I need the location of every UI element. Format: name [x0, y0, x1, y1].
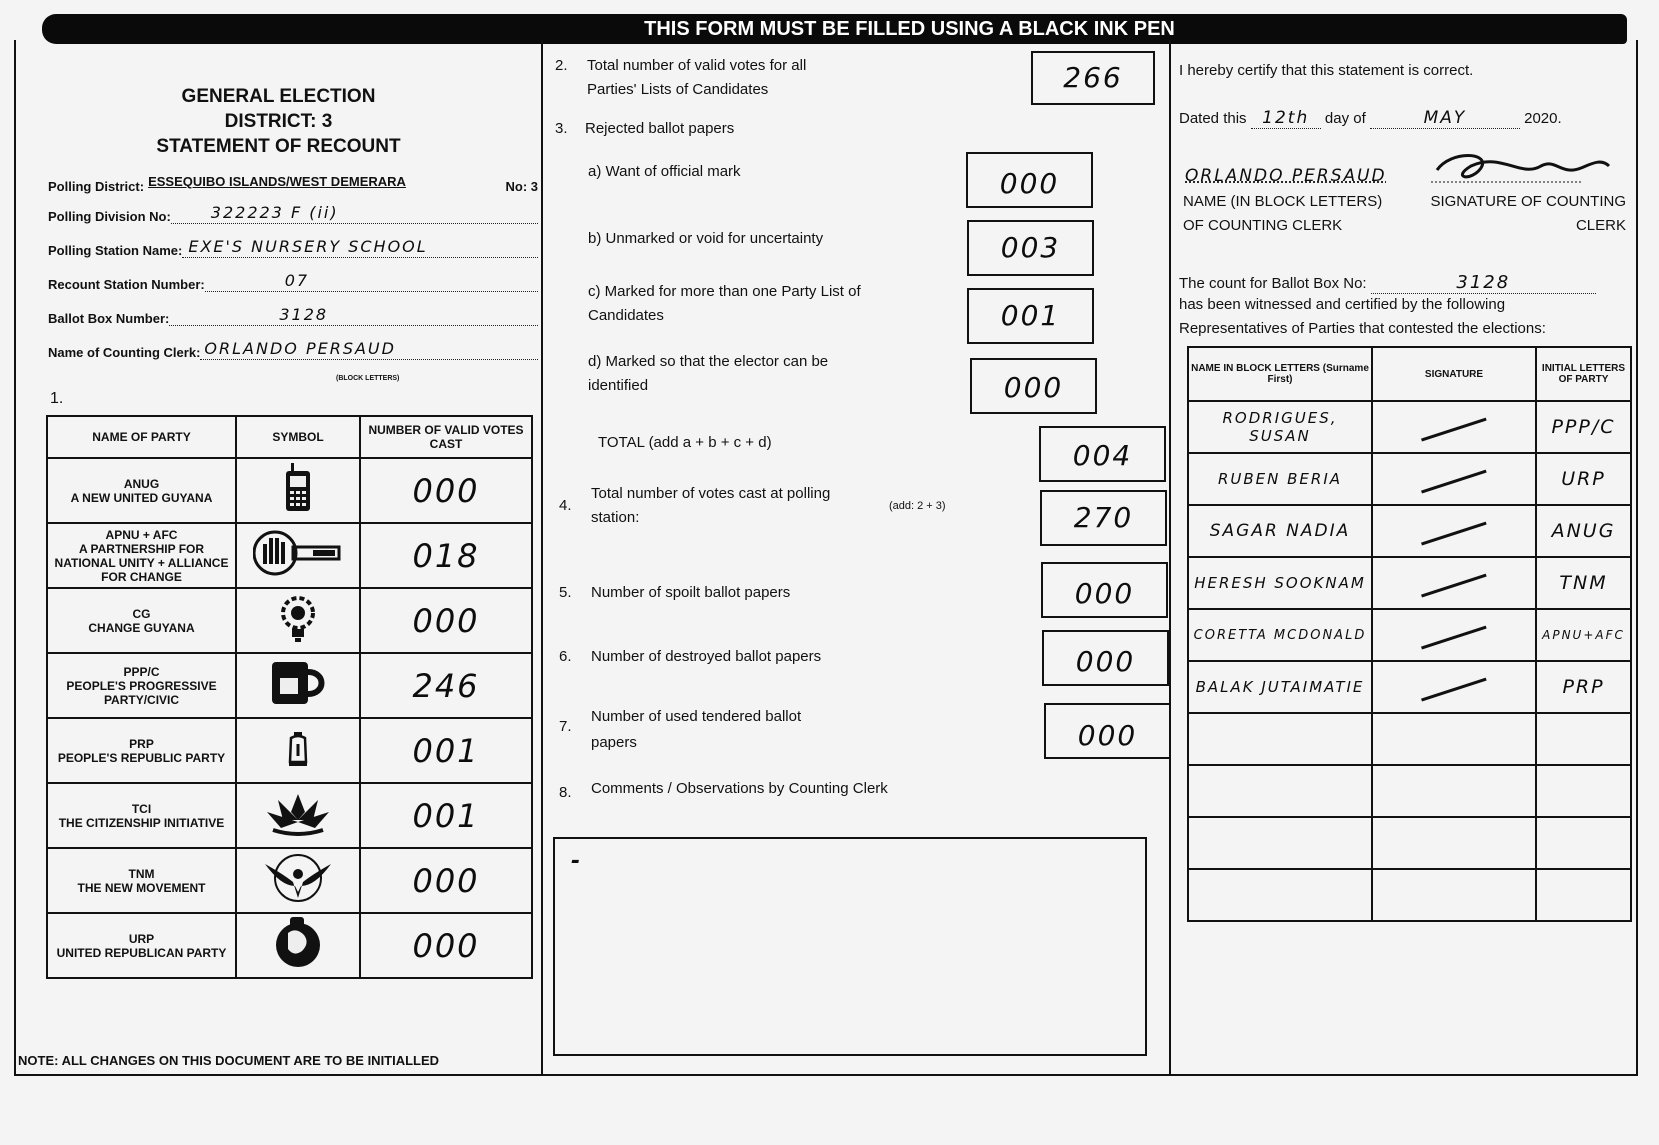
- party-votes-table: [46, 415, 533, 979]
- ballot-box-row: [48, 305, 538, 326]
- witness-row: [1188, 609, 1631, 661]
- heading-line-3: STATEMENT OF RECOUNT: [156, 136, 401, 157]
- polling-district-no: No: 3: [505, 179, 538, 194]
- item-2-number: 2.: [555, 57, 568, 74]
- header-symbol: SYMBOL: [236, 416, 360, 458]
- item-3a-text: a) Want of official mark: [588, 163, 741, 180]
- party-name: THE NEW MOVEMENT: [77, 880, 206, 895]
- day-value: 12th: [1251, 108, 1321, 129]
- witness-row: [1188, 661, 1631, 713]
- count-value: 3128: [1371, 272, 1596, 294]
- clerk-name-value: ORLANDO PERSAUD: [1185, 166, 1387, 186]
- heading-line-1: GENERAL ELECTION: [181, 86, 376, 107]
- header-witness-signature: SIGNATURE: [1372, 347, 1536, 401]
- witness-name: HERESH SOOKNAM: [1188, 557, 1372, 609]
- party-abbr: ANUG: [123, 476, 160, 491]
- count-line: [1179, 272, 1596, 294]
- item-7-value-box: 000: [1044, 703, 1171, 759]
- recount-station-row: [48, 271, 538, 292]
- polling-station-row: [48, 237, 538, 258]
- form-heading: [16, 84, 541, 159]
- party-abbr: TNM: [128, 866, 155, 881]
- party-abbr: APNU + AFC: [105, 527, 178, 542]
- item-3a-value-box: 000: [966, 152, 1093, 208]
- witness-text-1: has been witnessed and certified by the following: [1179, 296, 1506, 313]
- witness-party: PRP: [1536, 661, 1631, 713]
- item-4-text-1: Total number of votes cast at polling: [591, 485, 831, 502]
- total-rejected-text: TOTAL (add a + b + c + d): [598, 434, 772, 451]
- witness-name: BALAK JUTAIMATIE: [1188, 661, 1372, 713]
- witness-signature: [1372, 505, 1536, 557]
- party-name: THE CITIZENSHIP INITIATIVE: [58, 815, 225, 830]
- lantern-icon: [286, 755, 310, 772]
- day-of-label: day of: [1324, 110, 1366, 127]
- item-3c-text-2: Candidates: [588, 307, 664, 324]
- banner-text: THIS FORM MUST BE FILLED USING A BLACK INK PEN: [644, 17, 1175, 40]
- item-6-number: 6.: [559, 648, 572, 665]
- party-abbr: PPP/C: [123, 664, 160, 679]
- party-table-header: [47, 416, 532, 458]
- item-4-number: 4.: [559, 497, 572, 514]
- item-3d-value-box: 000: [970, 358, 1097, 414]
- cup-icon: [268, 695, 328, 712]
- eagle-icon: [263, 891, 333, 908]
- mobile-phone-icon: [283, 500, 313, 517]
- item-3-number: 3.: [555, 120, 568, 137]
- party-abbr: TCI: [131, 801, 152, 816]
- item-4-add-note: (add: 2 + 3): [889, 500, 946, 512]
- witness-row: [1188, 713, 1631, 765]
- witness-row: [1188, 817, 1631, 869]
- witness-table: [1187, 346, 1632, 922]
- polling-station-value: EXE'S NURSERY SCHOOL: [182, 237, 538, 258]
- left-column: [16, 40, 543, 1074]
- party-row-tnm: [47, 848, 532, 913]
- item-2-value-box: 266: [1031, 51, 1155, 105]
- polling-district-value: ESSEQUIBO ISLANDS/WEST DEMERARA: [148, 174, 406, 189]
- item-4-value-box: 270: [1040, 490, 1167, 546]
- comments-box: [553, 837, 1147, 1056]
- header-votes: NUMBER OF VALID VOTES CAST: [360, 416, 532, 458]
- witness-party: TNM: [1536, 557, 1631, 609]
- hand-key-icon: [253, 565, 343, 582]
- clerk-name-caption-1: NAME (IN BLOCK LETTERS): [1183, 193, 1383, 210]
- fist-globe-icon: [270, 958, 326, 975]
- item-8-text: Comments / Observations by Counting Clerk: [591, 780, 888, 797]
- dated-line: [1179, 108, 1562, 129]
- middle-column: [543, 40, 1171, 1074]
- witness-row: [1188, 453, 1631, 505]
- item-4-text-2: station:: [591, 509, 640, 526]
- party-row-prp: [47, 718, 532, 783]
- witness-signature: [1372, 453, 1536, 505]
- party-name: PEOPLE'S REPUBLIC PARTY: [57, 750, 226, 765]
- party-votes: 001: [360, 783, 532, 848]
- clerk-name-caption-2: OF COUNTING CLERK: [1183, 217, 1343, 234]
- clerk-name-caption: [1183, 190, 1382, 238]
- ballot-box-label: Ballot Box Number:: [48, 311, 170, 326]
- item-3b-text: b) Unmarked or void for uncertainty: [588, 230, 824, 247]
- item-5-value-box: 000: [1041, 562, 1168, 618]
- polling-district-row: [48, 174, 538, 194]
- witness-row: [1188, 765, 1631, 817]
- witness-row: [1188, 869, 1631, 921]
- witness-name: [1188, 817, 1372, 869]
- party-name: A PARTNERSHIP FOR NATIONAL UNITY + ALLIANCE FOR CHANGE: [54, 541, 229, 584]
- item-6-text: Number of destroyed ballot papers: [591, 648, 822, 665]
- polling-division-value: 322223 F (ii): [171, 203, 538, 224]
- certify-statement: I hereby certify that this statement is correct.: [1179, 62, 1474, 79]
- witness-party: [1536, 817, 1631, 869]
- heading-line-2: DISTRICT: 3: [224, 111, 333, 132]
- witness-name: [1188, 765, 1372, 817]
- item-3d-text-1: d) Marked so that the elector can be: [588, 353, 829, 370]
- witness-party: [1536, 869, 1631, 921]
- header-witness-name: NAME IN BLOCK LETTERS (Surname First): [1188, 347, 1372, 401]
- party-row-tci: [47, 783, 532, 848]
- header-party-name: NAME OF PARTY: [47, 416, 236, 458]
- total-rejected-value-box: 004: [1039, 426, 1166, 482]
- counting-clerk-row: [48, 339, 538, 360]
- item-5-number: 5.: [559, 584, 572, 601]
- witness-name: [1188, 713, 1372, 765]
- party-votes: 018: [360, 523, 532, 588]
- witness-row: [1188, 401, 1631, 453]
- item-7-number: 7.: [559, 718, 572, 735]
- witness-row: [1188, 505, 1631, 557]
- party-name: PEOPLE'S PROGRESSIVE PARTY/CIVIC: [66, 678, 217, 707]
- item-3b-value-box: 003: [967, 220, 1094, 276]
- header-witness-party: INITIAL LETTERS OF PARTY: [1536, 347, 1631, 401]
- witness-table-header: [1188, 347, 1631, 401]
- party-name: CHANGE GUYANA: [88, 620, 195, 635]
- comments-value: -: [571, 849, 583, 874]
- polling-station-label: Polling Station Name:: [48, 243, 183, 258]
- clerk-signature: [1431, 148, 1621, 192]
- item-3-text: Rejected ballot papers: [585, 120, 735, 137]
- witness-party: APNU+AFC: [1536, 609, 1631, 661]
- recount-station-label: Recount Station Number:: [48, 277, 205, 292]
- item-7-text-1: Number of used tendered ballot: [591, 708, 802, 725]
- polling-district-label: Polling District:: [48, 179, 145, 194]
- party-row-pppc: [47, 653, 532, 718]
- party-row-anug: [47, 458, 532, 523]
- item-7-text-2: papers: [591, 734, 637, 751]
- party-votes: 000: [360, 588, 532, 653]
- witness-party: [1536, 765, 1631, 817]
- party-votes: 000: [360, 913, 532, 978]
- party-name: A NEW UNITED GUYANA: [70, 490, 213, 505]
- item-3c-value-box: 001: [967, 288, 1094, 344]
- block-letters-note: (BLOCK LETTERS): [336, 375, 400, 382]
- item-3c-text-1: c) Marked for more than one Party List of: [588, 283, 861, 300]
- witness-name: CORETTA MCDONALD: [1188, 609, 1372, 661]
- lightbulb-gear-icon: [276, 630, 320, 647]
- witness-party: [1536, 713, 1631, 765]
- witness-party: PPP/C: [1536, 401, 1631, 453]
- counting-clerk-value: ORLANDO PERSAUD: [200, 339, 538, 360]
- document-note: NOTE: ALL CHANGES ON THIS DOCUMENT ARE TO BE INITIALLED: [18, 1053, 440, 1068]
- witness-name: RUBEN BERIA: [1188, 453, 1372, 505]
- form-frame: [14, 40, 1638, 1076]
- party-row-urp: [47, 913, 532, 978]
- item-5-text: Number of spoilt ballot papers: [591, 584, 791, 601]
- clerk-signature-caption: [1430, 190, 1626, 238]
- witness-name: RODRIGUES, SUSAN: [1188, 401, 1372, 453]
- counting-clerk-label: Name of Counting Clerk:: [48, 345, 201, 360]
- clerk-signature-caption-1: SIGNATURE OF COUNTING: [1430, 193, 1626, 210]
- count-label: The count for Ballot Box No:: [1179, 275, 1367, 292]
- item-2-text-1: Total number of valid votes for all: [587, 57, 807, 74]
- polling-division-label: Polling Division No:: [48, 209, 171, 224]
- party-votes: 001: [360, 718, 532, 783]
- clerk-signature-caption-2: CLERK: [1575, 217, 1626, 234]
- party-votes: 000: [360, 848, 532, 913]
- witness-party: ANUG: [1536, 505, 1631, 557]
- section-1-number: 1.: [50, 390, 64, 407]
- dated-this-label: Dated this: [1179, 110, 1247, 127]
- witness-signature: [1372, 661, 1536, 713]
- witness-text-2: Representatives of Parties that contested the elections:: [1179, 320, 1546, 337]
- witness-row: [1188, 557, 1631, 609]
- party-votes: 000: [360, 458, 532, 523]
- party-row-cg: [47, 588, 532, 653]
- item-6-value-box: 000: [1042, 630, 1169, 686]
- party-name: UNITED REPUBLICAN PARTY: [56, 945, 227, 960]
- witness-party: URP: [1536, 453, 1631, 505]
- witness-name: SAGAR NADIA: [1188, 505, 1372, 557]
- year-label: 2020.: [1524, 110, 1562, 127]
- witness-signature: [1372, 869, 1536, 921]
- witness-signature: [1372, 557, 1536, 609]
- witness-signature: [1372, 765, 1536, 817]
- witness-signature: [1372, 401, 1536, 453]
- lotus-flower-icon: [263, 823, 333, 840]
- item-3d-text-2: identified: [588, 377, 649, 394]
- item-2-text-2: Parties' Lists of Candidates: [587, 81, 769, 98]
- right-column: [1171, 40, 1636, 1074]
- witness-signature: [1372, 609, 1536, 661]
- party-row-apnu-afc: [47, 523, 532, 588]
- recount-station-value: 07: [205, 271, 538, 292]
- month-value: MAY: [1370, 108, 1520, 129]
- party-abbr: URP: [128, 931, 155, 946]
- witness-signature: [1372, 713, 1536, 765]
- item-8-number: 8.: [559, 784, 572, 801]
- polling-division-row: [48, 203, 538, 224]
- party-abbr: PRP: [129, 736, 154, 751]
- ballot-box-value: 3128: [169, 305, 538, 326]
- party-votes: 246: [360, 653, 532, 718]
- witness-signature: [1372, 817, 1536, 869]
- witness-name: [1188, 869, 1372, 921]
- party-abbr: CG: [132, 606, 151, 621]
